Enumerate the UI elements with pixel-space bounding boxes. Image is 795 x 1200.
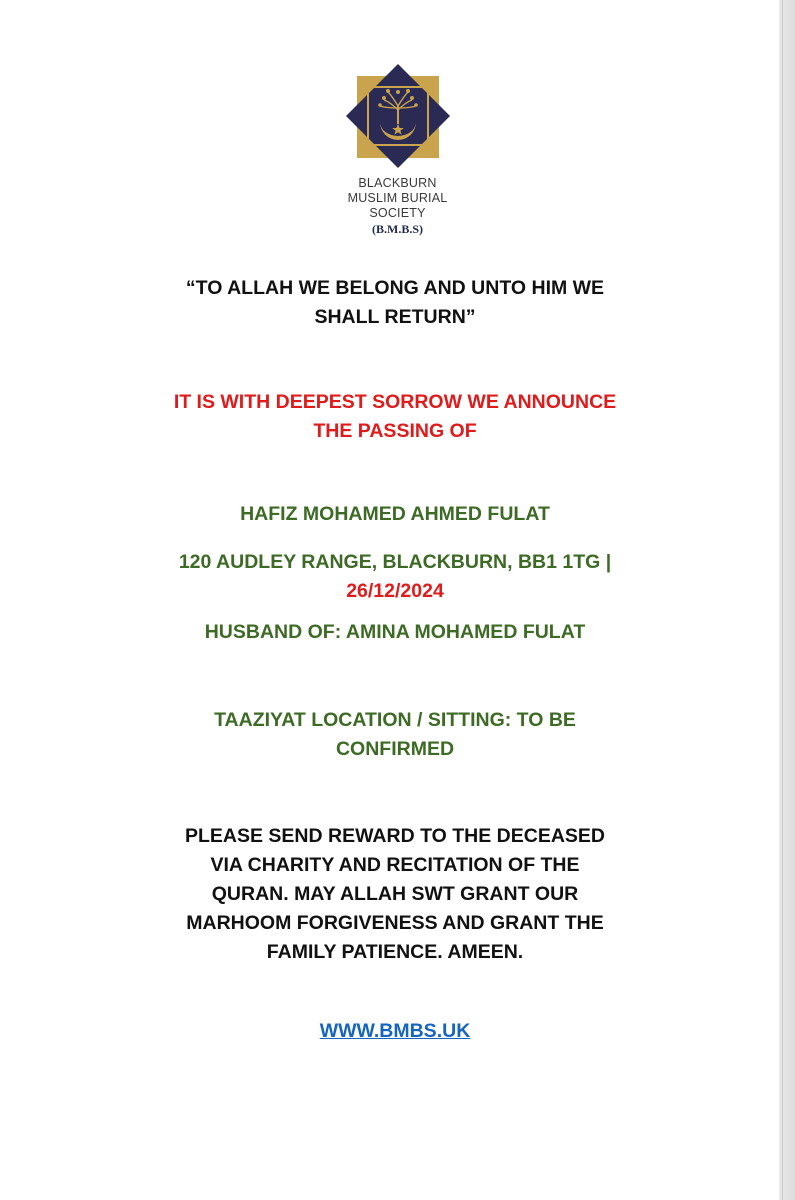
- quote-heading: [90, 274, 700, 332]
- logo-line-3: SOCIETY: [369, 206, 426, 220]
- announcement-line-2: THE PASSING OF: [313, 420, 477, 442]
- message-line-4: MARHOOM FORGIVENESS AND GRANT THE: [186, 912, 604, 934]
- logo-line-1: BLACKBURN: [358, 176, 437, 190]
- closing-message: [90, 822, 700, 967]
- bmbs-logo-icon: [330, 62, 466, 172]
- website-link[interactable]: WWW.BMBS.UK: [319, 1020, 471, 1042]
- announcement-heading: [90, 388, 700, 446]
- quote-line-2: SHALL RETURN”: [314, 306, 476, 328]
- message-line-3: QURAN. MAY ALLAH SWT GRANT OUR: [211, 883, 579, 905]
- page-edge: [779, 0, 795, 1200]
- deceased-name: HAFIZ MOHAMED AHMED FULAT: [240, 503, 550, 525]
- quote-line-1: “TO ALLAH WE BELONG AND UNTO HIM WE: [185, 277, 605, 299]
- logo-wordmark: [300, 176, 495, 221]
- message-line-5: FAMILY PATIENCE. AMEEN.: [266, 941, 524, 963]
- deceased-address: 120 AUDLEY RANGE, BLACKBURN, BB1 1TG |: [178, 551, 612, 573]
- date-of-passing: 26/12/2024: [346, 580, 444, 602]
- website-row: [90, 1017, 700, 1046]
- address-and-date: [90, 548, 700, 606]
- husband-of: HUSBAND OF: AMINA MOHAMED FULAT: [204, 621, 586, 643]
- logo-abbreviation: (B.M.B.S): [372, 222, 423, 236]
- taaziyat-info: [90, 706, 700, 764]
- announcement-line-1: IT IS WITH DEEPEST SORROW WE ANNOUNCE: [173, 391, 617, 413]
- taaziyat-line-2: CONFIRMED: [335, 738, 455, 760]
- message-line-2: VIA CHARITY AND RECITATION OF THE: [210, 854, 580, 876]
- logo-line-2: MUSLIM BURIAL: [347, 191, 448, 205]
- taaziyat-line-1: TAAZIYAT LOCATION / SITTING: TO BE: [214, 709, 576, 731]
- message-line-1: PLEASE SEND REWARD TO THE DECEASED: [184, 825, 606, 847]
